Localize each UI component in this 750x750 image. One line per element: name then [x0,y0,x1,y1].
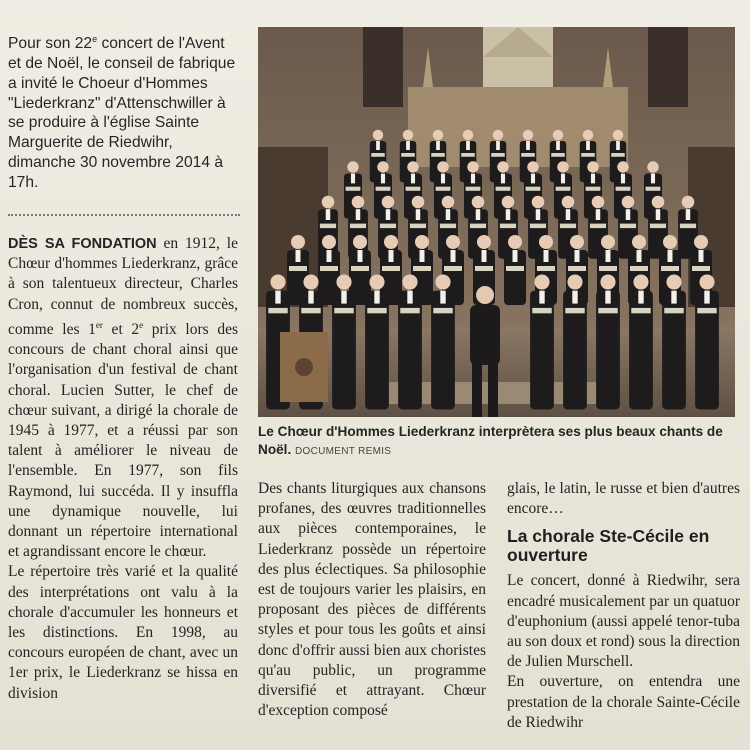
photo-caption: Le Chœur d'Hommes Liederkranz interprètera ses plus beaux chants de Noël. DOCUMENT REMIS [258,424,723,457]
singer-shirt [506,209,511,220]
singer-shirt [575,250,580,262]
singer-shirt [356,209,361,220]
singer-folder [406,187,421,191]
singer-folder [351,266,369,271]
singer-folder [382,266,400,271]
article-paragraph: Le répertoire très varié et la qualité des interprétations ont valu à la chorale d'accumuler les honneurs et les distinctions. En 1998, au concours européen de chant, avec un 1er prix, le Liederkranz se hissa en division [8,563,238,702]
singer-head [477,235,491,249]
singer-folder [590,224,606,229]
singer-head [502,196,515,209]
singer-shirt [699,250,704,262]
singer-head [384,235,398,249]
singer-folder [586,187,601,191]
singer-shirt [561,174,565,184]
singer-folder [461,153,475,157]
singer-head [652,196,665,209]
singer-folder [431,153,445,157]
singer-head [415,235,429,249]
singer-head [446,235,460,249]
singer-shirt [651,174,655,184]
singer-folder [367,308,386,313]
singer-folder [320,224,336,229]
singer-shirt [376,141,380,150]
singer-folder [410,224,426,229]
singer-shirt [586,141,590,150]
singer-head [353,235,367,249]
singer-head [467,161,478,172]
singer-shirt [626,209,631,220]
singer-folder [268,308,287,313]
singer-folder [500,224,516,229]
singer-folder [661,266,679,271]
singer-head [567,274,582,289]
singer-head [534,274,549,289]
article-column-3 [507,479,740,733]
singer-folder [526,187,541,191]
singer-folder [598,308,617,313]
singer-folder [400,308,419,313]
singer-shirt [668,250,673,262]
singer-shirt [496,141,500,150]
singer-head [382,196,395,209]
singer-folder [530,224,546,229]
singer-head [412,196,425,209]
singer-folder [630,266,648,271]
singer-shirt [411,174,415,184]
singer-shirt [596,209,601,220]
singer-folder [289,266,307,271]
singer-head [472,196,485,209]
singer-folder [436,187,451,191]
singer-head [601,235,615,249]
singer-head [647,161,658,172]
dotted-separator [8,214,240,216]
singer-shirt [406,141,410,150]
singer-head [633,274,648,289]
singer-shirt [638,291,643,304]
singer-head [463,130,474,141]
singer-shirt [275,291,280,304]
singer-head [403,130,414,141]
singer-shirt [441,174,445,184]
singer-head [587,161,598,172]
singer-shirt [416,209,421,220]
singer-shirt [436,141,440,150]
singer-folder [521,153,535,157]
singer-head [373,130,384,141]
article-paragraph: DÈS SA FONDATION en 1912, le Chœur d'hommes Liederkranz, grâce à son talentueux directeur, Charles Cron, connut de nombreux succès, comme les 1er et 2e prix lors des concours de chant choral ainsi que l'organisation d'un festival de chant choral. Lucien Sutter, le chef de chœur suivant, a dirigé la chorale de 1945 à 1977, et a réussi par son talent à améliorer le niveau de l'ensemble. En 1977, son fils Raymond, lui succéda. Il y insuffla une dynamique nouvelle, lui donnant un répertoire international et agrandissant encore le chœur. [8,235,238,561]
singer-head [508,235,522,249]
singer-folder [475,266,493,271]
singer-head [442,196,455,209]
singer-head [303,274,318,289]
article-lead: DÈS SA FONDATION [8,236,157,252]
singer-head [497,161,508,172]
singer-shirt [446,209,451,220]
singer-shirt [308,291,313,304]
singer-folder [433,308,452,313]
singer-folder [697,308,716,313]
singer-folder [565,308,584,313]
singer-folder [320,266,338,271]
singer-head [336,274,351,289]
singer-shirt [296,250,301,262]
singer-folder [470,224,486,229]
singer-shirt [526,141,530,150]
singer-shirt [621,174,625,184]
singer-head [527,161,538,172]
singer-shirt [389,250,394,262]
photo-credit: DOCUMENT REMIS [295,446,392,457]
singer-head [592,196,605,209]
singer-shirt [476,209,481,220]
singer-folder [532,308,551,313]
singer-shirt [556,141,560,150]
singer-folder [401,153,415,157]
article-column-2 [258,479,486,721]
singer-shirt [351,174,355,184]
singer-folder [376,187,391,191]
singer-folder [620,224,636,229]
singer-head [523,130,534,141]
singer-head [562,196,575,209]
choir-photo [258,27,735,417]
singer-shirt [686,209,691,220]
singer-head [632,235,646,249]
singer-head [435,274,450,289]
singer-folder [444,266,462,271]
singer-folder [650,224,666,229]
singer-folder [350,224,366,229]
singer-head [407,161,418,172]
singer-head [583,130,594,141]
article-paragraph: En ouverture, on entendra une prestation de la chorale Sainte-Cécile de Riedwihr [507,673,740,731]
singer-shirt [440,291,445,304]
singer-shirt [656,209,661,220]
singer-head [437,161,448,172]
singer-head [369,274,384,289]
singer-shirt [539,291,544,304]
singer-folder [646,187,661,191]
singer-shirt [704,291,709,304]
intro-paragraph: Pour son 22e concert de l'Avent et de Noël, le conseil de fabrique a invité le Choeur d'Hommes "Liederkranz" d'Attenschwiller à se produire à l'église Sainte Marguerite de Riedwihr, dimanche 30 novembre 2014 à 17h. [8,34,236,191]
singer-head [291,235,305,249]
singer-head [539,235,553,249]
singer-head [600,274,615,289]
singer-shirt [327,250,332,262]
singer-head [699,274,714,289]
article-paragraph: glais, le latin, le russe et bien d'autres encore… [507,480,740,518]
singer-shirt [501,174,505,184]
singer-folder [413,266,431,271]
singer-head [402,274,417,289]
singer-head [663,235,677,249]
article-paragraph: Le concert, donné à Riedwihr, sera encadré musicalement par un quatuor d'euphonium (aussi appelé tenor-tuba au son doux et rond) sous la direction de Julien Murschell. [507,572,740,671]
singer-folder [664,308,683,313]
singer-folder [496,187,511,191]
singer-shirt [482,250,487,262]
singer-folder [301,308,320,313]
singer-folder [611,153,625,157]
singer-folder [680,224,696,229]
singer-shirt [420,250,425,262]
singer-folder [692,266,710,271]
singer-folder [568,266,586,271]
singer-shirt [544,250,549,262]
singer-folder [537,266,555,271]
singer-head [553,130,564,141]
singer-head [532,196,545,209]
singer-head [377,161,388,172]
singer-folder [599,266,617,271]
singer-shirt [358,250,363,262]
singer-folder [551,153,565,157]
singer-shirt [605,291,610,304]
singer-shirt [381,174,385,184]
singer-shirt [451,250,456,262]
singer-folder [334,308,353,313]
singer-folder [440,224,456,229]
singer-folder [581,153,595,157]
singer-shirt [466,141,470,150]
singer-head [570,235,584,249]
article-column-1 [8,234,238,704]
singer-shirt [616,141,620,150]
singer-shirt [572,291,577,304]
singer-shirt [531,174,535,184]
singer-head [352,196,365,209]
singer-folder [631,308,650,313]
singer-head [433,130,444,141]
singer-folder [346,187,361,191]
singer-folder [560,224,576,229]
singer-shirt [513,250,518,262]
singer-head [322,235,336,249]
singer-folder [466,187,481,191]
singer-folder [371,153,385,157]
singer-shirt [566,209,571,220]
singer-shirt [591,174,595,184]
singer-shirt [671,291,676,304]
singer-head [493,130,504,141]
subheading: La chorale Ste-Cécile en ouverture [507,526,710,566]
singer-shirt [386,209,391,220]
singer-shirt [471,174,475,184]
singer-shirt [374,291,379,304]
singer-head [694,235,708,249]
singer-folder [506,266,524,271]
singer-folder [491,153,505,157]
singer-head [322,196,335,209]
singer-folder [556,187,571,191]
singer-folder [616,187,631,191]
singer-shirt [407,291,412,304]
singer-head [270,274,285,289]
singer-head [347,161,358,172]
choir-photo-illustration [258,27,735,417]
singer-shirt [606,250,611,262]
singer-head [557,161,568,172]
singer-shirt [637,250,642,262]
singer-shirt [326,209,331,220]
singer-head [666,274,681,289]
singer-head [613,130,624,141]
singer-head [682,196,695,209]
singer-head [622,196,635,209]
singer-head [617,161,628,172]
singer-folder [380,224,396,229]
singer-shirt [341,291,346,304]
article-paragraph: Des chants liturgiques aux chansons profanes, des œuvres traditionnelles aux pièces contemporaines, le Liederkranz possède un répertoire des plus éclectiques. Sa philosophie est de toujours varier les plaisirs, en proposant des pièces de différents styles et pour tous les goûts et ainsi donc d'offrir aussi bien aux choristes qu'au public, un programme diversifié et attrayant. Chœur d'exception composé [258,480,486,720]
singer-shirt [536,209,541,220]
